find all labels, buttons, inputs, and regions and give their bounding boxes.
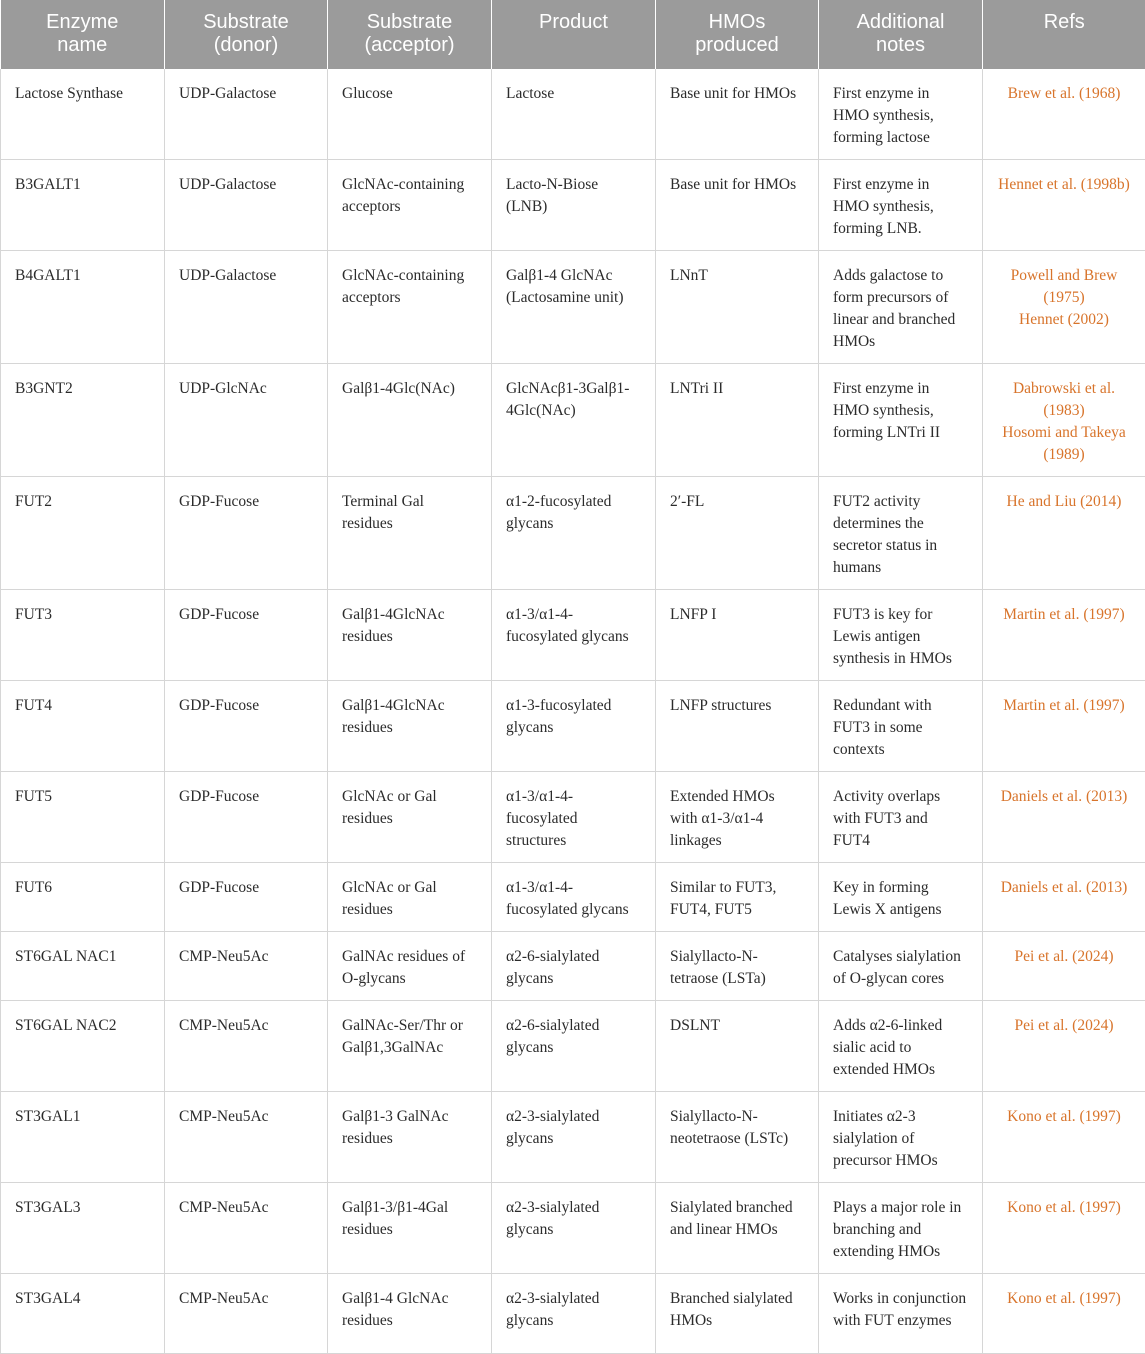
cell-refs (983, 772, 1145, 863)
cell-enzyme: FUT3 (1, 590, 165, 681)
cell-notes: Adds α2-6-linked sialic acid to extended HMOs (819, 1001, 983, 1092)
cell-refs (983, 863, 1145, 932)
cell-refs (983, 69, 1145, 160)
cell-refs (983, 1274, 1145, 1354)
cell-notes: Plays a major role in branching and extending HMOs (819, 1183, 983, 1274)
cell-enzyme: FUT6 (1, 863, 165, 932)
cell-refs (983, 160, 1145, 251)
cell-product: GlcNAcβ1-3Galβ1-4Glc(NAc) (492, 364, 656, 477)
cell-acceptor: GlcNAc or Gal residues (328, 772, 492, 863)
cell-acceptor: Galβ1-4Glc(NAc) (328, 364, 492, 477)
cell-donor: CMP-Neu5Ac (165, 932, 328, 1001)
cell-enzyme: B3GNT2 (1, 364, 165, 477)
cell-enzyme: ST6GAL NAC1 (1, 932, 165, 1001)
cell-notes: Works in conjunction with FUT enzymes (819, 1274, 983, 1354)
table-row (1, 681, 1145, 772)
ref-link[interactable]: Kono et al. (1997) (997, 1288, 1131, 1310)
table-row (1, 1274, 1145, 1354)
cell-donor: CMP-Neu5Ac (165, 1001, 328, 1092)
cell-refs (983, 1183, 1145, 1274)
cell-hmos: 2′-FL (656, 477, 819, 590)
table-row (1, 1183, 1145, 1274)
cell-acceptor: Galβ1-3/β1-4Gal residues (328, 1183, 492, 1274)
cell-hmos: LNFP I (656, 590, 819, 681)
cell-hmos: Base unit for HMOs (656, 160, 819, 251)
cell-donor: UDP-Galactose (165, 160, 328, 251)
cell-hmos: DSLNT (656, 1001, 819, 1092)
cell-acceptor: Galβ1-3 GalNAc residues (328, 1092, 492, 1183)
ref-link[interactable]: Hosomi and Takeya (1989) (997, 422, 1131, 466)
ref-link[interactable]: Dabrowski et al. (1983) (997, 378, 1131, 422)
cell-notes: FUT2 activity determines the secretor status in humans (819, 477, 983, 590)
header-refs: Refs (983, 0, 1145, 69)
cell-hmos: Sialylated branched and linear HMOs (656, 1183, 819, 1274)
table-row (1, 932, 1145, 1001)
table-row (1, 477, 1145, 590)
cell-product: α1-3-fucosylated glycans (492, 681, 656, 772)
header-substrate-donor: Substrate (donor) (165, 0, 328, 69)
cell-notes: Redundant with FUT3 in some contexts (819, 681, 983, 772)
cell-refs (983, 590, 1145, 681)
cell-product: α1-2-fucosylated glycans (492, 477, 656, 590)
ref-link[interactable]: Powell and Brew (1975) (997, 265, 1131, 309)
table-row (1, 772, 1145, 863)
cell-enzyme: FUT5 (1, 772, 165, 863)
ref-link[interactable]: Martin et al. (1997) (997, 695, 1131, 717)
table-row (1, 69, 1145, 160)
cell-donor: GDP-Fucose (165, 863, 328, 932)
cell-enzyme: FUT2 (1, 477, 165, 590)
ref-link[interactable]: Martin et al. (1997) (997, 604, 1131, 626)
cell-donor: GDP-Fucose (165, 681, 328, 772)
cell-hmos: Sialyllacto-N-tetraose (LSTa) (656, 932, 819, 1001)
cell-notes: Catalyses sialylation of O-glycan cores (819, 932, 983, 1001)
cell-donor: GDP-Fucose (165, 590, 328, 681)
ref-link[interactable]: Daniels et al. (2013) (997, 786, 1131, 808)
table-row (1, 863, 1145, 932)
cell-notes: Adds galactose to form precursors of linear and branched HMOs (819, 251, 983, 364)
table-row (1, 251, 1145, 364)
cell-refs (983, 1001, 1145, 1092)
cell-notes: Initiates α2-3 sialylation of precursor HMOs (819, 1092, 983, 1183)
cell-acceptor: Glucose (328, 69, 492, 160)
cell-refs (983, 251, 1145, 364)
cell-acceptor: GalNAc-Ser/Thr or Galβ1,3GalNAc (328, 1001, 492, 1092)
cell-refs (983, 681, 1145, 772)
cell-product: α2-3-sialylated glycans (492, 1092, 656, 1183)
cell-hmos: LNnT (656, 251, 819, 364)
ref-link[interactable]: Pei et al. (2024) (997, 946, 1131, 968)
ref-link[interactable]: Kono et al. (1997) (997, 1197, 1131, 1219)
cell-donor: GDP-Fucose (165, 772, 328, 863)
header-enzyme-name: Enzyme name (1, 0, 165, 69)
cell-donor: CMP-Neu5Ac (165, 1092, 328, 1183)
cell-enzyme: B4GALT1 (1, 251, 165, 364)
cell-hmos: LNTri II (656, 364, 819, 477)
cell-notes: Key in forming Lewis X antigens (819, 863, 983, 932)
cell-enzyme: ST3GAL1 (1, 1092, 165, 1183)
cell-product: α1-3/α1-4-fucosylated structures (492, 772, 656, 863)
cell-enzyme: FUT4 (1, 681, 165, 772)
cell-product: Lacto-N-Biose (LNB) (492, 160, 656, 251)
table-row (1, 590, 1145, 681)
cell-enzyme: Lactose Synthase (1, 69, 165, 160)
ref-link[interactable]: Hennet et al. (1998b) (997, 174, 1131, 196)
cell-notes: First enzyme in HMO synthesis, forming LNTri II (819, 364, 983, 477)
cell-hmos: Base unit for HMOs (656, 69, 819, 160)
header-hmos-produced: HMOs produced (656, 0, 819, 69)
table-row (1, 1001, 1145, 1092)
table-row (1, 1092, 1145, 1183)
cell-hmos: LNFP structures (656, 681, 819, 772)
cell-donor: UDP-Galactose (165, 251, 328, 364)
cell-donor: UDP-Galactose (165, 69, 328, 160)
ref-link[interactable]: Daniels et al. (2013) (997, 877, 1131, 899)
ref-link[interactable]: Brew et al. (1968) (997, 83, 1131, 105)
cell-product: α1-3/α1-4-fucosylated glycans (492, 863, 656, 932)
cell-notes: FUT3 is key for Lewis antigen synthesis in HMOs (819, 590, 983, 681)
cell-refs (983, 364, 1145, 477)
header-product: Product (492, 0, 656, 69)
header-substrate-acceptor: Substrate (acceptor) (328, 0, 492, 69)
cell-enzyme: ST3GAL3 (1, 1183, 165, 1274)
cell-refs (983, 932, 1145, 1001)
cell-product: α1-3/α1-4-fucosylated glycans (492, 590, 656, 681)
cell-product: α2-3-sialylated glycans (492, 1274, 656, 1354)
table-row (1, 160, 1145, 251)
cell-donor: CMP-Neu5Ac (165, 1183, 328, 1274)
cell-product: Lactose (492, 69, 656, 160)
ref-link[interactable]: Kono et al. (1997) (997, 1106, 1131, 1128)
cell-donor: CMP-Neu5Ac (165, 1274, 328, 1354)
cell-product: α2-6-sialylated glycans (492, 1001, 656, 1092)
ref-link[interactable]: Hennet (2002) (997, 309, 1131, 331)
cell-enzyme: B3GALT1 (1, 160, 165, 251)
cell-hmos: Branched sialylated HMOs (656, 1274, 819, 1354)
cell-donor: GDP-Fucose (165, 477, 328, 590)
cell-product: α2-6-sialylated glycans (492, 932, 656, 1001)
ref-link[interactable]: Pei et al. (2024) (997, 1015, 1131, 1037)
cell-acceptor: Terminal Gal residues (328, 477, 492, 590)
cell-donor: UDP-GlcNAc (165, 364, 328, 477)
cell-hmos: Similar to FUT3, FUT4, FUT5 (656, 863, 819, 932)
cell-product: α2-3-sialylated glycans (492, 1183, 656, 1274)
cell-acceptor: GlcNAc-containing acceptors (328, 160, 492, 251)
cell-notes: First enzyme in HMO synthesis, forming LNB. (819, 160, 983, 251)
cell-refs (983, 1092, 1145, 1183)
header-row (1, 0, 1145, 69)
cell-acceptor: Galβ1-4GlcNAc residues (328, 681, 492, 772)
cell-notes: First enzyme in HMO synthesis, forming lactose (819, 69, 983, 160)
cell-acceptor: Galβ1-4GlcNAc residues (328, 590, 492, 681)
cell-hmos: Sialyllacto-N-neotetraose (LSTc) (656, 1092, 819, 1183)
header-additional-notes: Additional notes (819, 0, 983, 69)
table-row (1, 364, 1145, 477)
cell-product: Galβ1-4 GlcNAc (Lactosamine unit) (492, 251, 656, 364)
ref-link[interactable]: He and Liu (2014) (997, 491, 1131, 513)
cell-hmos: Extended HMOs with α1-3/α1-4 linkages (656, 772, 819, 863)
cell-refs (983, 477, 1145, 590)
cell-enzyme: ST6GAL NAC2 (1, 1001, 165, 1092)
cell-acceptor: GlcNAc-containing acceptors (328, 251, 492, 364)
cell-acceptor: GlcNAc or Gal residues (328, 863, 492, 932)
cell-notes: Activity overlaps with FUT3 and FUT4 (819, 772, 983, 863)
cell-acceptor: GalNAc residues of O-glycans (328, 932, 492, 1001)
cell-enzyme: ST3GAL4 (1, 1274, 165, 1354)
cell-acceptor: Galβ1-4 GlcNAc residues (328, 1274, 492, 1354)
